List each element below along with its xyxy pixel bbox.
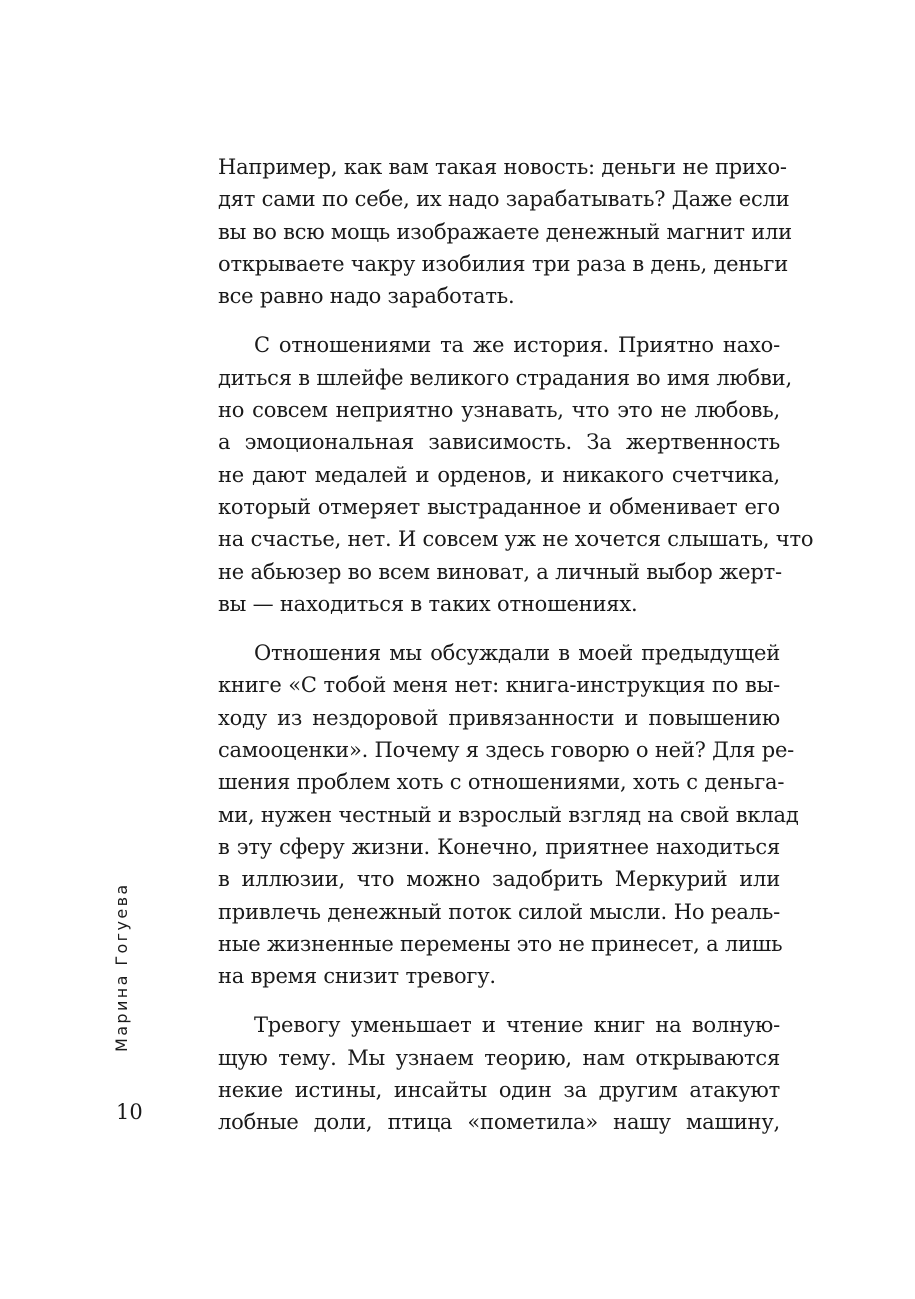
text-line: на время снизит тревогу. (218, 964, 496, 989)
text-line: не дают медалей и орденов, и никакого счетчика, (218, 462, 780, 487)
text-line: Например, как вам такая новость: деньги не прихо- (218, 155, 787, 179)
text-line: шения проблем хоть с отношениями, хоть с деньга- (218, 770, 785, 795)
text-line: Тревогу уменьшает и чтение книг на волную- (254, 1013, 780, 1038)
text-line: не абьюзер во всем виноват, а личный выбор жерт- (218, 559, 782, 584)
text-line: открываете чакру изобилия три раза в день, деньги (218, 251, 788, 276)
running-header-author: Марина Гогуева (112, 882, 131, 1052)
text-line: но совсем неприятно узнавать, что это не любовь, (218, 398, 780, 423)
body-text (218, 151, 814, 1139)
text-line: книге «С тобой меня нет: книга-инструкция по вы- (218, 673, 780, 698)
text-line: ми, нужен честный и взрослый взгляд на свой вклад (218, 802, 799, 827)
text-line: дят сами по себе, их надо зарабатывать? Даже если (218, 187, 790, 212)
text-line: все равно надо заработать. (218, 284, 515, 309)
paragraph-4 (218, 1009, 780, 1138)
text-line: С отношениями та же история. Приятно нахо- (254, 333, 780, 358)
text-line: некие истины, инсайты один за другим атакуют (218, 1078, 780, 1103)
text-line: лобные доли, птица «пометила» нашу машину, (218, 1110, 780, 1135)
text-line: Отношения мы обсуждали в моей предыдущей (254, 641, 780, 666)
text-line: привлечь денежный поток силой мысли. Но реаль- (218, 899, 780, 924)
text-line: щую тему. Мы узнаем теорию, нам открываются (218, 1045, 780, 1070)
text-line: диться в шлейфе великого страдания во имя любви, (218, 365, 792, 390)
text-line: самооценки». Почему я здесь говорю о ней? Для ре- (218, 738, 795, 763)
paragraph-2 (218, 329, 814, 620)
page-number: 10 (116, 1100, 143, 1124)
text-line: в иллюзии, что можно задобрить Меркурий или (218, 867, 780, 892)
text-line: вы во всю мощь изображаете денежный магнит или (218, 219, 792, 244)
text-line: который отмеряет выстраданное и обменивает его (218, 494, 780, 519)
text-line: в эту сферу жизни. Конечно, приятнее находиться (218, 834, 780, 859)
text-line: ные жизненные перемены это не принесет, а лишь (218, 931, 783, 956)
text-line: ходу из нездоровой привязанности и повышению (218, 705, 780, 730)
text-line: на счастье, нет. И совсем уж не хочется слышать, что (218, 527, 814, 552)
text-line: а эмоциональная зависимость. За жертвенность (218, 430, 780, 455)
paragraph-1 (218, 151, 792, 312)
text-line: вы — находиться в таких отношениях. (218, 591, 638, 616)
paragraph-3 (218, 637, 799, 992)
